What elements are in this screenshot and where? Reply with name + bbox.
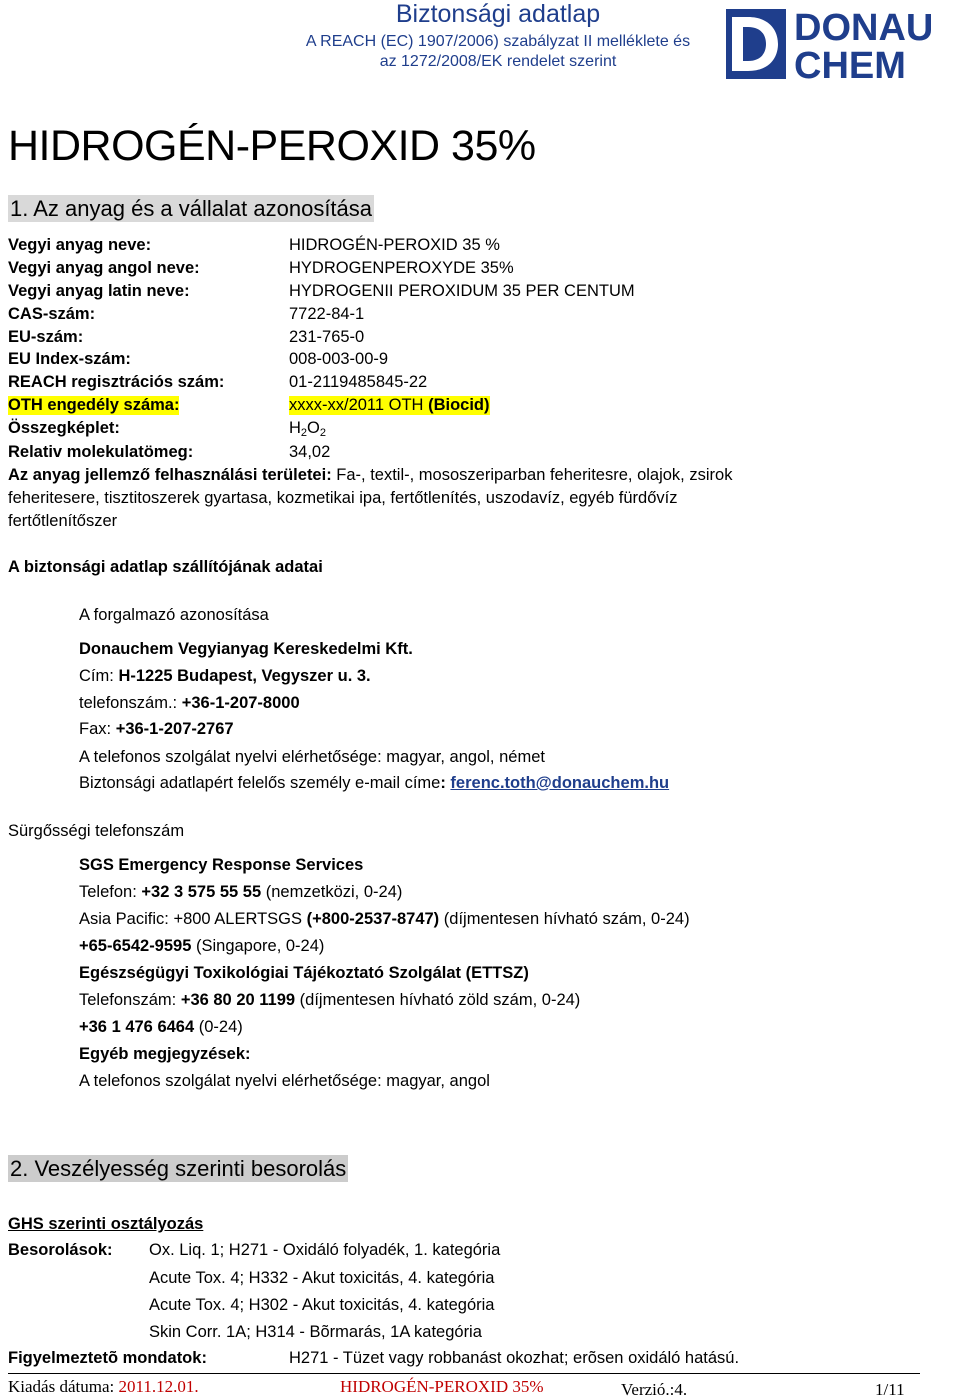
footer-issue: Kiadás dátuma: 2011.12.01. bbox=[8, 1377, 199, 1396]
footer-product: HIDROGÉN-PEROXID 35% bbox=[340, 1377, 544, 1396]
ettsz-phone2: +36 1 476 6464 (0-24) bbox=[79, 1018, 243, 1036]
field-value-cas: 7722-84-1 bbox=[289, 305, 365, 323]
logo-text-donau: DONAU bbox=[794, 7, 934, 49]
classification-label: Besorolások: bbox=[8, 1241, 113, 1259]
classification-item: Acute Tox. 4; H302 - Akut toxicitás, 4. kategória bbox=[149, 1296, 495, 1314]
section1-heading: 1. Az anyag és a vállalat azonosítása bbox=[10, 196, 373, 221]
footer-version: Verzió.:4. bbox=[621, 1380, 688, 1399]
classification-item: Ox. Liq. 1; H271 - Oxidáló folyadék, 1. kategória bbox=[149, 1241, 501, 1259]
field-value-oth bbox=[289, 396, 490, 415]
donauchem-logo bbox=[726, 7, 958, 81]
ghs-heading: GHS szerinti osztályozás bbox=[8, 1215, 204, 1233]
field-label-oth: OTH engedély száma: bbox=[8, 396, 180, 414]
field-label-reach: REACH regisztrációs szám: bbox=[8, 373, 225, 391]
section2-heading: 2. Veszélyesség szerinti besorolás bbox=[10, 1156, 347, 1181]
formula-label: Összegképlet: bbox=[8, 419, 120, 437]
address: Cím: H-1225 Budapest, Vegyszer u. 3. bbox=[79, 667, 371, 685]
field-label-cas: CAS-szám: bbox=[8, 305, 96, 323]
warning-label: Figyelmeztetõ mondatok: bbox=[8, 1349, 207, 1367]
emergency-heading: Sürgősségi telefonszám bbox=[8, 822, 185, 840]
supplier-heading: A biztonsági adatlap szállítójának adatai bbox=[8, 558, 323, 576]
footer-page-number: 1/11 bbox=[875, 1380, 905, 1399]
phone: telefonszám.: +36-1-207-8000 bbox=[79, 694, 300, 712]
header-subtitle-line1: A REACH (EC) 1907/2006) szabályzat II melléklete és bbox=[305, 33, 691, 50]
language-note: A telefonos szolgálat nyelvi elérhetősége: magyar, angol, német bbox=[79, 748, 545, 766]
field-label-latin-name: Vegyi anyag latin neve: bbox=[8, 282, 190, 300]
usage-line1: Az anyag jellemző felhasználási területei: Fa-, textil-, mososzeriparban feheritesre, olajok, zsirok bbox=[8, 466, 733, 484]
molweight-label: Relativ molekulatömeg: bbox=[8, 443, 194, 461]
ettsz-phone: Telefonszám: +36 80 20 1199 (díjmentesen hívható zöld szám, 0-24) bbox=[79, 991, 581, 1009]
oth-biocid: (Biocid) bbox=[428, 396, 490, 414]
field-value-name: HIDROGÉN-PEROXID 35 % bbox=[289, 236, 500, 254]
fax: Fax: +36-1-207-2767 bbox=[79, 720, 234, 738]
field-label-eu: EU-szám: bbox=[8, 328, 84, 346]
asia-phone: Asia Pacific: +800 ALERTSGS (+800-2537-8747) (díjmentesen hívható szám, 0-24) bbox=[79, 910, 690, 928]
other-label: Egyéb megjegyzések: bbox=[79, 1045, 251, 1063]
header-subtitle-line2: az 1272/2008/EK rendelet szerint bbox=[379, 53, 617, 70]
field-label-english-name: Vegyi anyag angol neve: bbox=[8, 259, 200, 277]
singapore-phone: +65-6542-9595 (Singapore, 0-24) bbox=[79, 937, 325, 955]
footer-divider bbox=[8, 1373, 920, 1374]
field-value-eu: 231-765-0 bbox=[289, 328, 365, 346]
sgs-name: SGS Emergency Response Services bbox=[79, 856, 364, 874]
formula-value: $H_2O_2$ bbox=[289, 419, 327, 439]
molweight-value: 34,02 bbox=[289, 443, 331, 461]
field-value-reach: 01-2119485845-22 bbox=[289, 373, 428, 391]
field-label-name: Vegyi anyag neve: bbox=[8, 236, 152, 254]
sgs-phone: Telefon: +32 3 575 55 55 (nemzetközi, 0-24) bbox=[79, 883, 403, 901]
header-title: Biztonsági adatlap bbox=[395, 0, 601, 28]
classification-item: Skin Corr. 1A; H314 - Bõrmarás, 1A kategória bbox=[149, 1323, 482, 1341]
company-name: Donauchem Vegyianyag Kereskedelmi Kft. bbox=[79, 640, 413, 658]
field-value-latin-name: HYDROGENII PEROXIDUM 35 PER CENTUM bbox=[289, 282, 635, 300]
ettsz-name: Egészségügyi Toxikológiai Tájékoztató Szolgálat (ETTSZ) bbox=[79, 964, 529, 982]
classification-item: Acute Tox. 4; H332 - Akut toxicitás, 4. kategória bbox=[149, 1269, 495, 1287]
email-link[interactable]: ferenc.toth@donauchem.hu bbox=[450, 774, 670, 792]
usage-line3: fertőtlenítőszer bbox=[8, 512, 118, 530]
field-value-eu-index: 008-003-00-9 bbox=[289, 350, 389, 368]
email-row: Biztonsági adatlapért felelős személy e-mail címe: ferenc.toth@donauchem.hu bbox=[79, 774, 670, 792]
logo-text-chem: CHEM bbox=[794, 45, 906, 81]
warning-text: H271 - Tüzet vagy robbanást okozhat; erõsen oxidáló hatású. bbox=[289, 1349, 740, 1367]
field-label-eu-index: EU Index-szám: bbox=[8, 350, 131, 368]
other-note: A telefonos szolgálat nyelvi elérhetősége: magyar, angol bbox=[79, 1072, 490, 1090]
document-title: HIDROGÉN-PEROXID 35% bbox=[8, 122, 536, 170]
field-value-english-name: HYDROGENPEROXYDE 35% bbox=[289, 259, 514, 277]
oth-number: xxxx-xx/2011 OTH bbox=[289, 396, 424, 414]
distributor-heading: A forgalmazó azonosítása bbox=[79, 606, 269, 624]
usage-line2: feheritesere, tisztitoszerek gyartasa, kozmetikai ipa, fertőtlenítés, uszodavíz, egyéb fürdővíz bbox=[8, 489, 678, 507]
